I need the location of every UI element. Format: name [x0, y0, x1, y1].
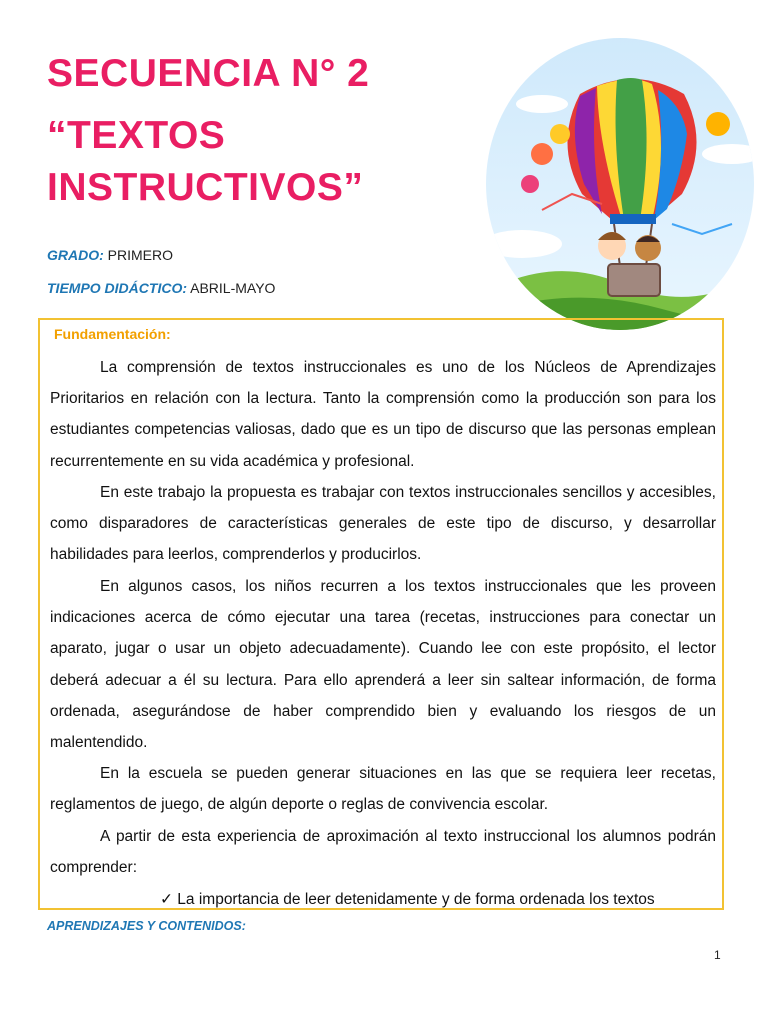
grado-label: GRADO: [47, 247, 104, 263]
paragraph-4: En la escuela se pueden generar situaciones en las que se requiera leer recetas, reglamentos de juego, de algún deporte o reglas de convivencia escolar. [50, 765, 716, 814]
balloon-small-icon [531, 143, 553, 165]
paragraph-3: En algunos casos, los niños recurren a los textos instruccionales que les proveen indicaciones acerca de cómo ejecutar una tarea (recetas, instrucciones para conectar un aparato, jugar o usar un objeto adecuadamente). Cuando lee con este propósito, el lector deberá adecuar a él su lectura. Para ello aprenderá a leer sin saltear información, de forma ordenada, asegurándose de haber comprendido bien y evaluando los riesgos de un malentendido. [50, 578, 716, 752]
grado-row [47, 247, 173, 263]
paragraph-1: La comprensión de textos instruccionales es uno de los Núcleos de Aprendizajes Prioritarios en relación con la lectura. Tanto la comprensión como la producción son para los estudiantes competencias valiosas, dado que es un tipo de discurso que las personas emplean recurrentemente en su vida académica y profesional. [50, 359, 716, 470]
tiempo-label: TIEMPO DIDÁCTICO: [47, 280, 187, 296]
paragraph-5: A partir de esta experiencia de aproximación al texto instruccional los alumnos podrán comprender: [50, 828, 716, 877]
fundamentacion-title: Fundamentación: [54, 326, 171, 342]
page-number: 1 [714, 948, 721, 962]
page-title-line-3: INSTRUCTIVOS” [47, 166, 364, 209]
hot-air-balloon-illustration [482, 34, 758, 334]
fundamentacion-box [38, 318, 724, 910]
check-item: ✓ La importancia de leer detenidamente y de forma ordenada los textos [160, 891, 655, 908]
paragraph-2: En este trabajo la propuesta es trabajar con textos instruccionales sencillos y accesibles, como disparadores de características generales de este tipo de discurso, y desarrollar habilidades para leerlos, comprenderlos y producirlos. [50, 484, 716, 564]
tiempo-value: ABRIL-MAYO [190, 280, 276, 296]
page-title-line-1: SECUENCIA N° 2 [47, 52, 370, 95]
sun-icon [706, 112, 730, 136]
aprendizajes-heading: APRENDIZAJES Y CONTENIDOS: [47, 919, 246, 933]
page-title-line-2: “TEXTOS [47, 114, 226, 157]
basket-icon [608, 264, 660, 296]
grado-value: PRIMERO [107, 247, 174, 263]
tiempo-row [47, 280, 275, 296]
